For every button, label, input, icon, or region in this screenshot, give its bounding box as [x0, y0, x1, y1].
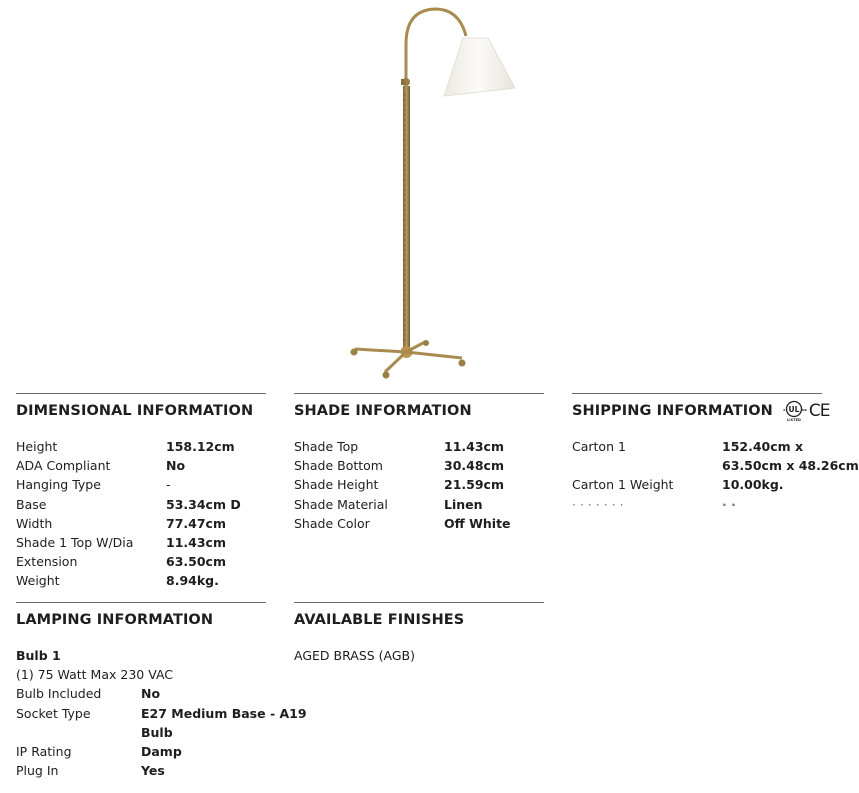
spec-row: Width 77.47cm	[16, 515, 226, 531]
shipping-title: SHIPPING INFORMATION	[572, 403, 773, 419]
bulb-title: Bulb 1	[16, 648, 61, 663]
dimensional-title: DIMENSIONAL INFORMATION	[16, 403, 254, 419]
lamping-section	[16, 602, 307, 780]
spec-row: Shade Top 11.43cm	[294, 439, 504, 454]
spec-row: Shade Height 21.59cm	[294, 477, 504, 493]
dimensional-section	[16, 393, 266, 591]
spec-row-continuation: 63.50cm x 48.26cm	[722, 458, 859, 474]
spec-row: IP Rating Damp	[16, 744, 182, 760]
ul-listed-icon	[781, 400, 807, 422]
section-divider	[16, 393, 266, 394]
section-divider	[16, 602, 266, 603]
shade-title: SHADE INFORMATION	[294, 403, 472, 419]
spec-row: Carton 1 152.40cm x	[572, 439, 804, 454]
spec-row: Carton 1 Weight 10.00kg.	[572, 477, 784, 493]
spec-row: ADA Compliant No	[16, 458, 186, 474]
finish-item: AGED BRASS (AGB)	[294, 648, 416, 663]
truncated-row: · · · · · · · · ·	[572, 496, 736, 512]
svg-text:UL: UL	[788, 405, 800, 414]
section-divider	[294, 602, 544, 603]
section-divider	[572, 393, 822, 394]
bulb-description: (1) 75 Watt Max 230 VAC	[16, 667, 174, 683]
svg-text:c: c	[783, 407, 786, 412]
spec-row: Extension 63.50cm	[16, 554, 226, 570]
spec-row: Shade Material Linen	[294, 496, 483, 512]
spec-row: Shade Color Off White	[294, 515, 511, 531]
spec-row: Base 53.34cm D	[16, 496, 241, 512]
spec-row: Socket Type E27 Medium Base - A19	[16, 705, 307, 721]
spec-row: Shade Bottom 30.48cm	[294, 458, 504, 474]
spec-row: Height 158.12cm	[16, 439, 235, 454]
product-image	[335, 4, 535, 384]
svg-text:us: us	[801, 408, 807, 412]
spec-row: Hanging Type -	[16, 477, 171, 493]
section-divider	[294, 393, 544, 394]
spec-row: Weight 8.94kg.	[16, 573, 219, 589]
finishes-title: AVAILABLE FINISHES	[294, 612, 465, 628]
finishes-section	[294, 602, 544, 665]
spec-row: Shade 1 Top W/Dia 11.43cm	[16, 535, 226, 551]
spec-row: Bulb Included No	[16, 686, 161, 702]
spec-row: Plug In Yes	[16, 763, 165, 779]
certifications	[781, 400, 830, 422]
ce-mark-icon: CE	[808, 401, 830, 421]
shade-section	[294, 393, 544, 533]
shipping-section	[572, 393, 859, 512]
spec-row-continuation: Bulb	[141, 724, 173, 740]
lamping-title: LAMPING INFORMATION	[16, 612, 214, 628]
svg-text:LISTED: LISTED	[786, 418, 801, 422]
